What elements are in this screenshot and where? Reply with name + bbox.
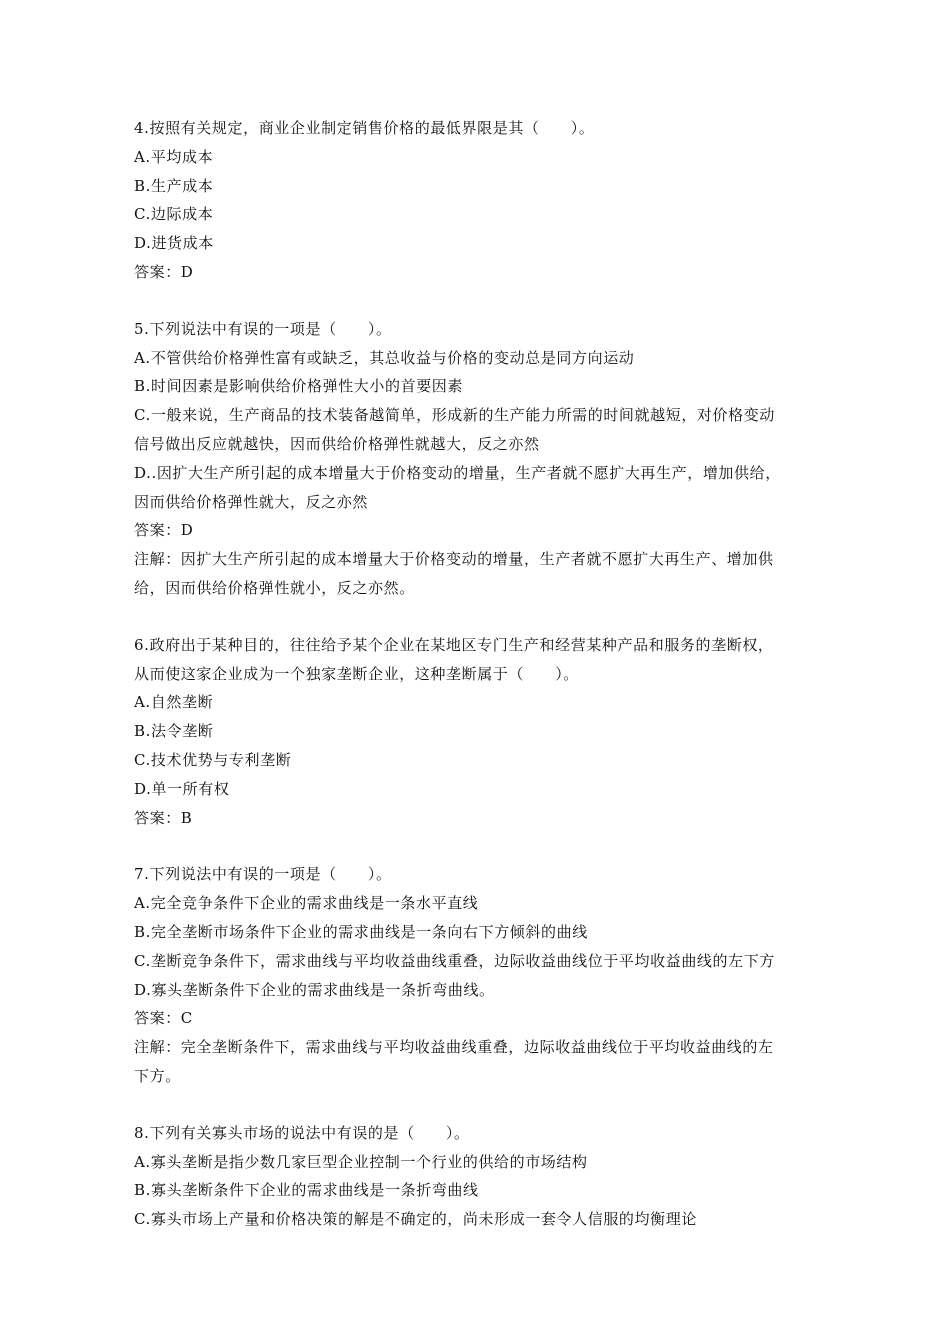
question-option: A.自然垄断 (134, 693, 214, 712)
question-option: A.不管供给价格弹性富有或缺乏，其总收益与价格的变动总是同方向运动 (134, 348, 635, 367)
question-option: A.平均成本 (134, 147, 214, 166)
question-option: B.法令垄断 (134, 722, 214, 741)
question-option: 信号做出反应就越快，因而供给价格弹性就越大，反之亦然 (134, 434, 540, 453)
note-line: 下方。 (134, 1066, 181, 1085)
note-line: 注解：完全垄断条件下，需求曲线与平均收益曲线重叠，边际收益曲线位于平均收益曲线的左 (134, 1038, 774, 1057)
question-option: 因而供给价格弹性就大，反之亦然 (134, 492, 369, 511)
question-block (134, 860, 838, 1090)
question-stem: 8.下列有关寡头市场的说法中有误的是（ ）。 (134, 1123, 470, 1142)
question-option: D.单一所有权 (134, 779, 230, 798)
answer-line: 答案：D (134, 262, 194, 281)
question-option: B.寡头垄断条件下企业的需求曲线是一条折弯曲线 (134, 1181, 479, 1200)
question-stem: 5.下列说法中有误的一项是（ ）。 (134, 319, 392, 338)
question-option: C.寡头市场上产量和价格决策的解是不确定的，尚未形成一套令人信服的均衡理论 (134, 1210, 697, 1229)
answer-line: 答案：B (134, 808, 193, 827)
question-stem: 从而使这家企业成为一个独家垄断企业，这种垄断属于（ ）。 (134, 664, 579, 683)
question-option: D.寡头垄断条件下企业的需求曲线是一条折弯曲线。 (134, 980, 495, 999)
question-stem: 7.下列说法中有误的一项是（ ）。 (134, 865, 392, 884)
question-option: A.完全竞争条件下企业的需求曲线是一条水平直线 (134, 894, 479, 913)
question-option: C.垄断竞争条件下，需求曲线与平均收益曲线重叠，边际收益曲线位于平均收益曲线的左下方 (134, 951, 775, 970)
question-stem: 6.政府出于某种目的，往往给予某个企业在某地区专门生产和经营某种产品和服务的垄断权， (134, 635, 774, 654)
question-option: D.进货成本 (134, 234, 214, 253)
question-block (134, 315, 838, 603)
question-option: C.边际成本 (134, 205, 214, 224)
question-block (134, 631, 838, 833)
question-option: A.寡头垄断是指少数几家巨型企业控制一个行业的供给的市场结构 (134, 1152, 588, 1171)
answer-line: 答案：C (134, 1009, 193, 1028)
question-block (134, 1119, 838, 1234)
question-option: B.生产成本 (134, 176, 214, 195)
question-option: D..因扩大生产所引起的成本增量大于价格变动的增量，生产者就不愿扩大再生产，增加供给， (134, 463, 781, 482)
question-option: C.技术优势与专利垄断 (134, 750, 292, 769)
answer-line: 答案：D (134, 521, 194, 540)
question-block (134, 114, 838, 287)
question-option: C.一般来说，生产商品的技术装备越简单，形成新的生产能力所需的时间就越短，对价格变动 (134, 406, 775, 425)
question-stem: 4.按照有关规定，商业企业制定销售价格的最低界限是其（ ）。 (134, 119, 595, 137)
question-option: B.完全垄断市场条件下企业的需求曲线是一条向右下方倾斜的曲线 (134, 922, 588, 941)
note-line: 注解：因扩大生产所引起的成本增量大于价格变动的增量，生产者就不愿扩大再生产、增加供 (134, 550, 774, 569)
question-option: B.时间因素是影响供给价格弹性大小的首要因素 (134, 377, 463, 396)
note-line: 给，因而供给价格弹性就小，反之亦然。 (134, 578, 415, 597)
